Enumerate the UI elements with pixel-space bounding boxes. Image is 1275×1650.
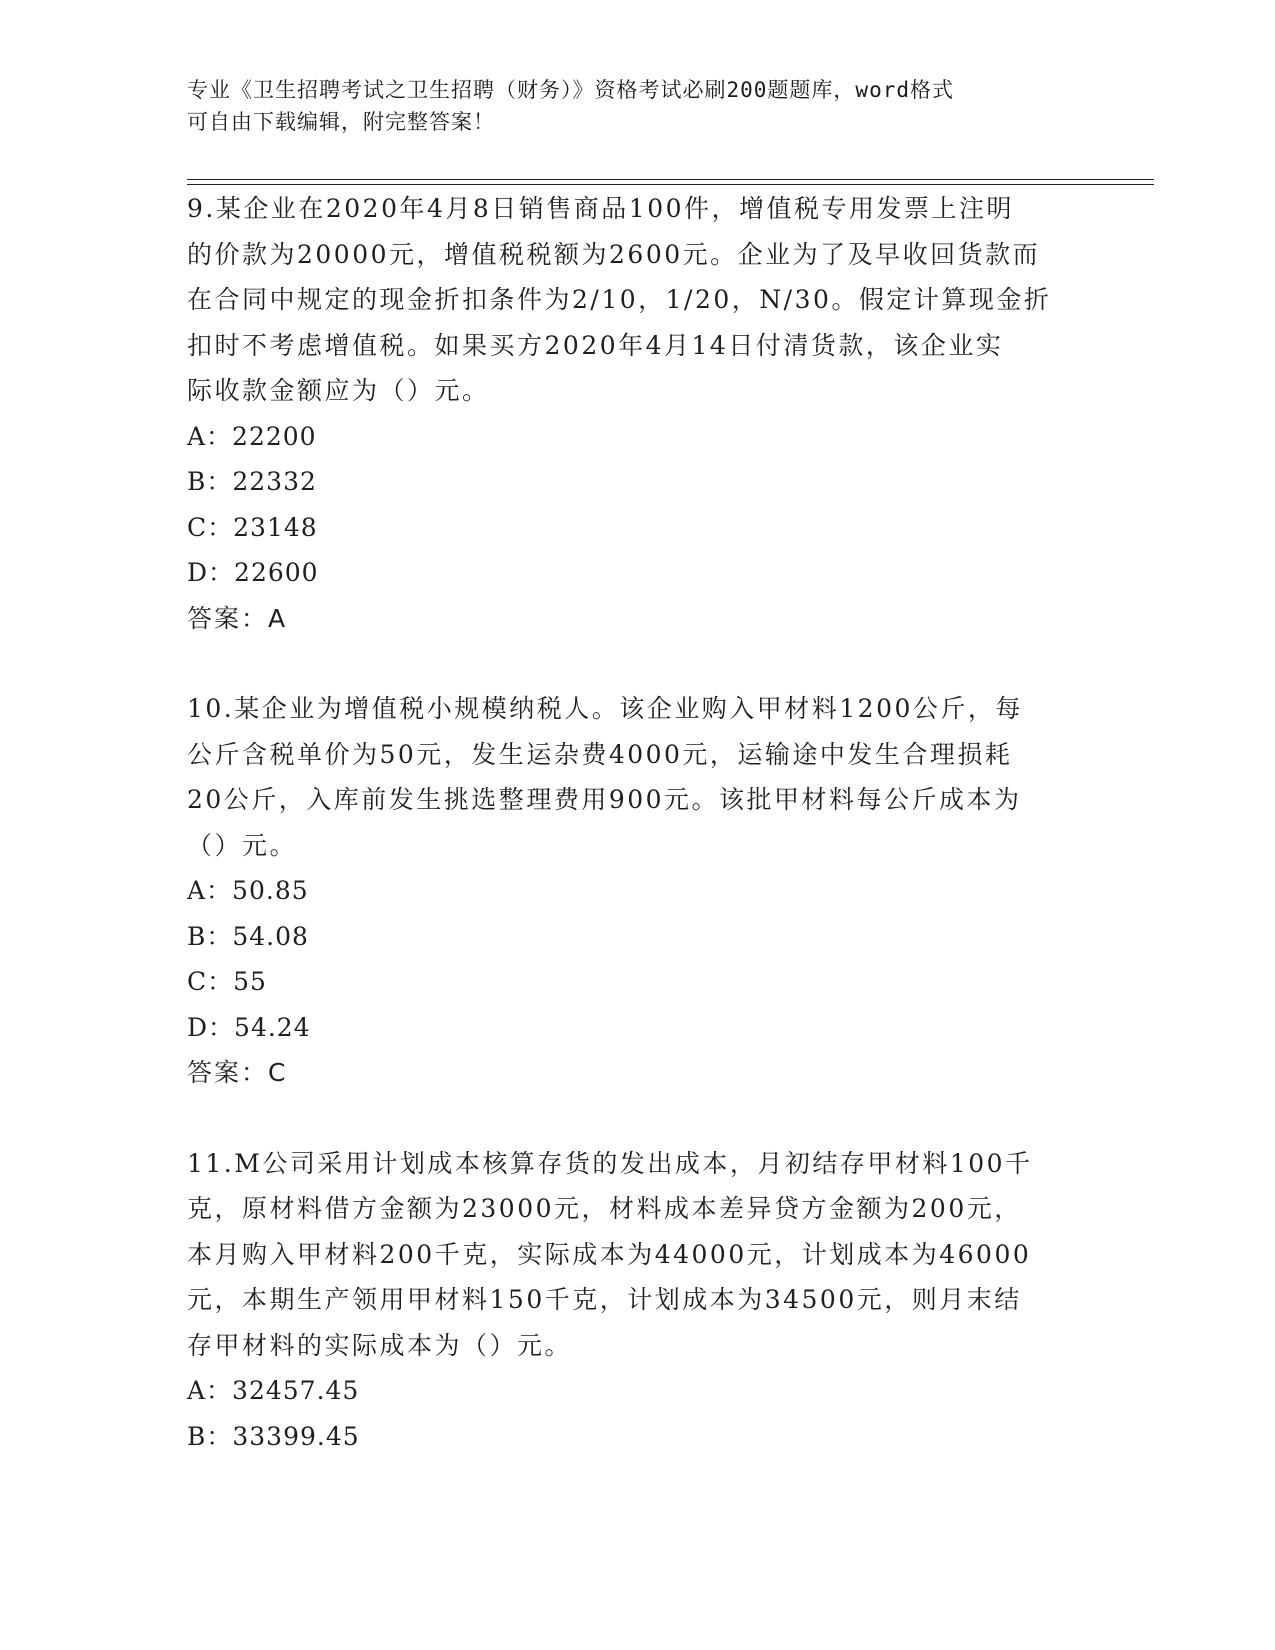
question-stem-line: 际收款金额应为（）元。 [187, 376, 490, 405]
question-stem-line: 在合同中规定的现金折扣条件为2/10，1/20，N/30。假定计算现金折 [187, 285, 1052, 314]
question-stem-line: 扣时不考虑增值税。如果买方2020年4月14日付清货款，该企业实 [187, 330, 1004, 360]
question-stem-line: 本月购入甲材料200千克，实际成本为44000元，计划成本为46000 [187, 1239, 1032, 1269]
question-9 [187, 186, 1067, 641]
header-line-2: 可自由下载编辑，附完整答案！ [187, 110, 495, 134]
answer-line: 答案：C [187, 1058, 288, 1087]
question-10 [187, 686, 1067, 1096]
document-header [187, 74, 1067, 138]
header-rule-thin [187, 184, 1154, 185]
option-a: A：22200 [187, 421, 317, 451]
question-spacer [187, 641, 1067, 686]
header-rule-thick [187, 179, 1154, 180]
option-c: C：55 [187, 967, 267, 996]
option-b: B：54.08 [187, 921, 309, 951]
question-stem-line: 10.某企业为增值税小规模纳税人。该企业购入甲材料1200公斤，每 [187, 694, 1023, 723]
question-stem-line: 20公斤，入库前发生挑选整理费用900元。该批甲材料每公斤成本为 [187, 785, 1022, 814]
option-b: B：22332 [187, 467, 317, 496]
header-line-1: 专业《卫生招聘考试之卫生招聘（财务）》资格考试必刷200题题库，word格式 [187, 78, 954, 102]
question-stem-line: 公斤含税单价为50元，发生运杂费4000元，运输途中发生合理损耗 [187, 739, 1013, 769]
option-b: B：33399.45 [187, 1421, 360, 1451]
question-stem-line: 的价款为20000元，增值税税额为2600元。企业为了及早收回货款而 [187, 239, 1041, 269]
question-stem-line: 存甲材料的实际成本为（）元。 [187, 1330, 573, 1360]
question-stem-line: （）元。 [187, 830, 298, 860]
option-a: A：32457.45 [187, 1376, 360, 1405]
question-stem-line: 克，原材料借方金额为23000元，材料成本差异贷方金额为200元， [187, 1194, 1022, 1223]
option-c: C：23148 [187, 512, 318, 542]
question-stem-line: 9.某企业在2020年4月8日销售商品100件，增值税专用发票上注明 [187, 194, 1015, 223]
question-stem-line: 11.M公司采用计划成本核算存货的发出成本，月初结存甲材料100千 [187, 1148, 1033, 1178]
answer-line: 答案：A [187, 603, 288, 633]
option-d: D：22600 [187, 558, 319, 587]
question-list [187, 186, 1067, 1459]
option-d: D：54.24 [187, 1012, 311, 1042]
question-stem-line: 元，本期生产领用甲材料150千克，计划成本为34500元，则月末结 [187, 1285, 1022, 1314]
question-spacer [187, 1096, 1067, 1141]
option-a: A：50.85 [187, 876, 309, 905]
question-11 [187, 1141, 1067, 1460]
